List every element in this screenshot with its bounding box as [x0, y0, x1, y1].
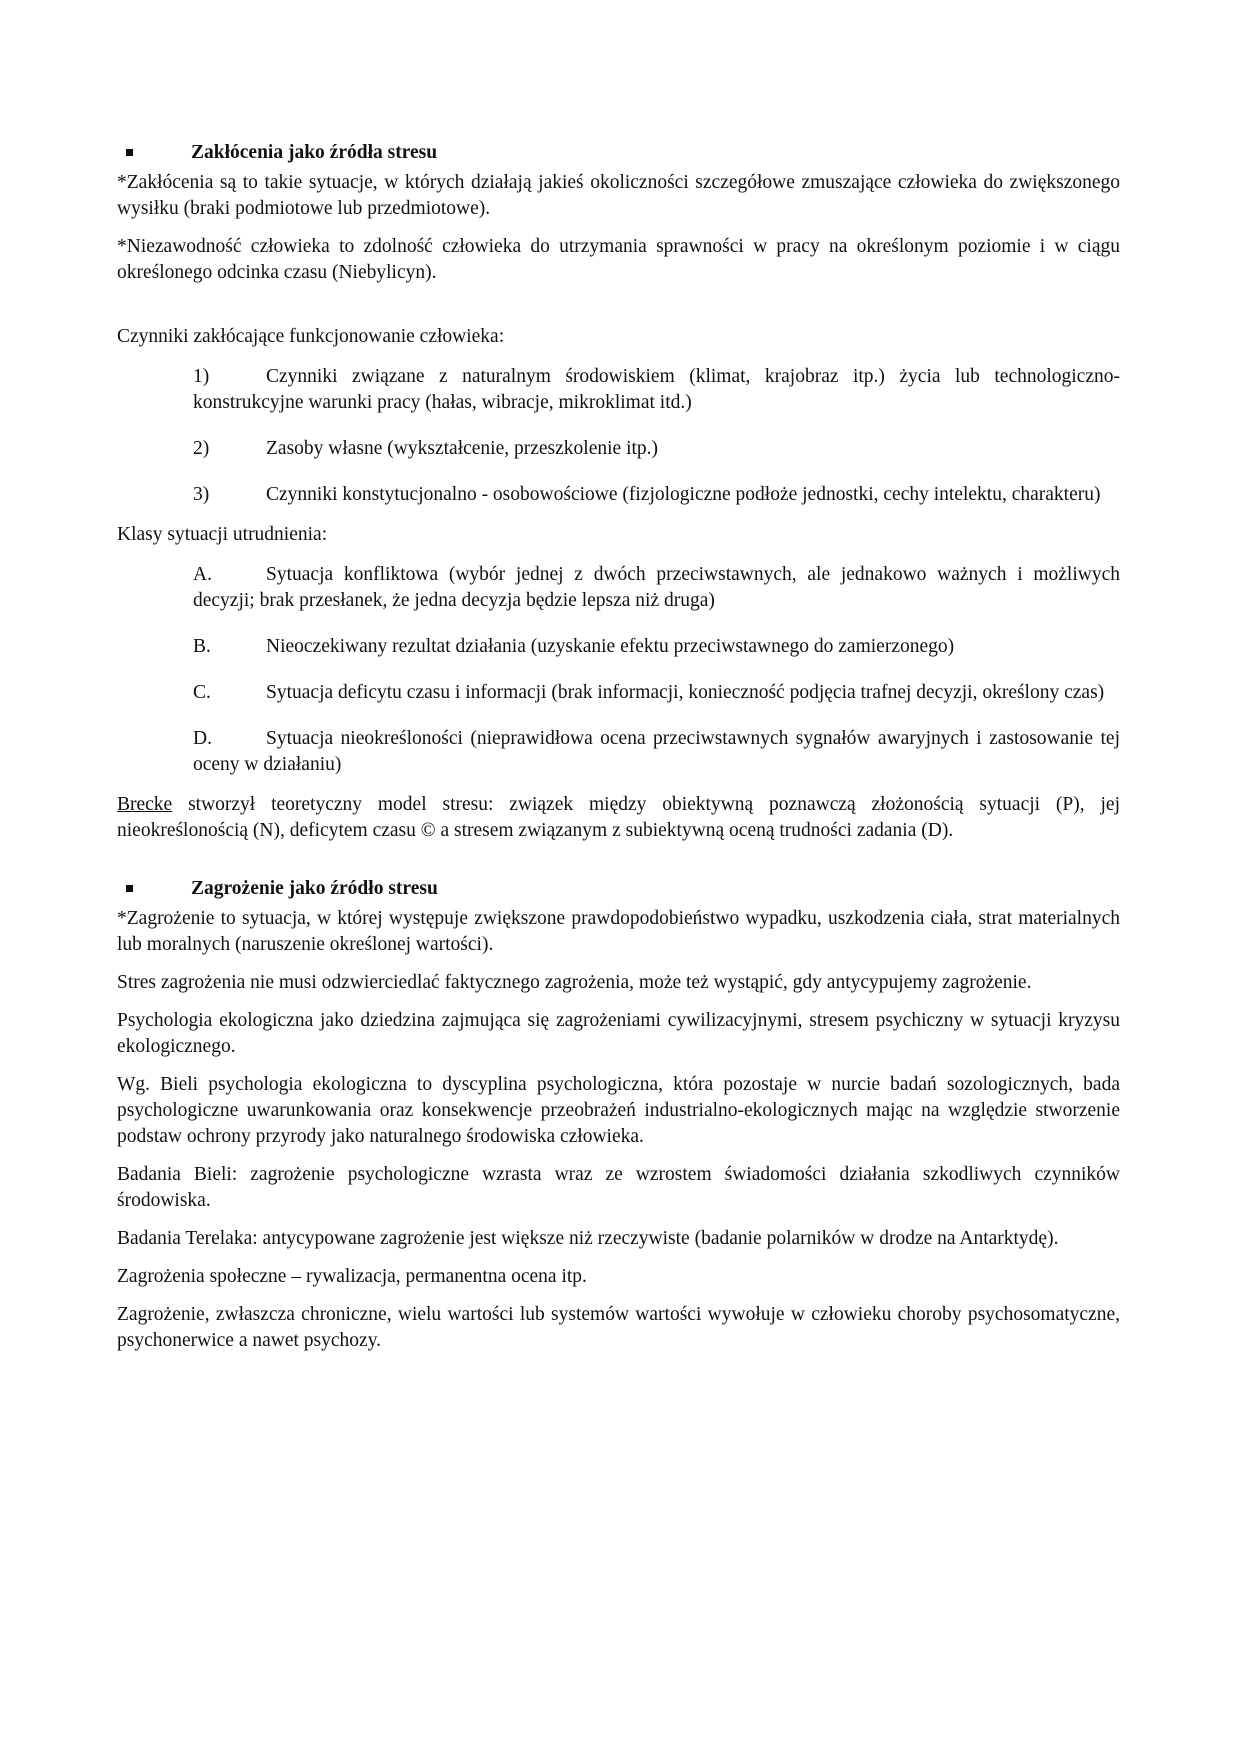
document-page [117, 140, 1120, 1366]
paragraph: Stres zagrożenia nie musi odzwierciedlać faktycznego zagrożenia, może też wystąpić, gdy antycypujemy zagrożenie. [117, 972, 1032, 993]
list-item-text: Sytuacja konfliktowa (wybór jednej z dwóch przeciwstawnych, ale jednakowo ważnych i możliwych decyzji; brak przesłanek, że jedna decyzja będzie lepsza niż druga) [193, 564, 1120, 611]
list-marker: 1) [193, 366, 210, 387]
brecke-name: Brecke [117, 794, 173, 815]
paragraph: Zagrożenie, zwłaszcza chroniczne, wielu wartości lub systemów wartości wywołuje w człowieku choroby psychosomatyczne, psychonerwice a nawet psychozy. [117, 1304, 1120, 1351]
list-item-text: Nieoczekiwany rezultat działania (uzyskanie efektu przeciwstawnego do zamierzonego) [266, 636, 955, 657]
list-item-text: Czynniki konstytucjonalno - osobowościowe (fizjologiczne podłoże jednostki, cechy intelektu, charakteru) [266, 484, 1101, 505]
heading-text: Zakłócenia jako źródła stresu [191, 142, 438, 163]
definition-reliability: *Niezawodność człowieka to zdolność człowieka do utrzymania sprawności w pracy na określonym poziomie i w ciągu określonego odcinka czasu (Niebylicyn). [117, 236, 1120, 283]
list-item-text: Sytuacja nieokreśloności (nieprawidłowa ocena przeciwstawnych sygnałów awaryjnych i zastosowanie tej oceny w działaniu) [193, 728, 1120, 775]
list-item [193, 436, 1120, 462]
list-marker: B. [193, 636, 211, 657]
spacer [117, 298, 1120, 324]
section-heading-disturbances [117, 140, 1120, 170]
list-item [193, 562, 1120, 614]
list-marker: 2) [193, 438, 210, 459]
list-marker: D. [193, 728, 212, 749]
heading-text: Zagrożenie jako źródło stresu [191, 878, 438, 899]
spacer [117, 856, 1120, 876]
factors-list [193, 364, 1120, 508]
list-item [193, 726, 1120, 778]
list-item [193, 680, 1120, 706]
factors-intro: Czynniki zakłócające funkcjonowanie człowieka: [117, 326, 505, 347]
paragraph: Wg. Bieli psychologia ekologiczna to dyscyplina psychologiczna, która pozostaje w nurcie badań sozologicznych, bada psychologiczne uwarunkowania oraz konsekwencje przeobrażeń industrialno-ekologicznych mając na względzie stworzenie podstaw ochrony przyrody jako naturalnego środowiska człowieka. [117, 1074, 1120, 1147]
list-item [193, 364, 1120, 416]
brecke-paragraph [117, 792, 1120, 844]
section-heading-threat [117, 876, 1120, 906]
paragraph: Psychologia ekologiczna jako dziedzina zajmująca się zagrożeniami cywilizacyjnymi, stresem psychiczny w sytuacji kryzysu ekologicznego. [117, 1010, 1120, 1057]
list-marker: C. [193, 682, 211, 703]
list-item-text: Sytuacja deficytu czasu i informacji (brak informacji, konieczność podjęcia trafnej decyzji, określony czas) [266, 682, 1105, 703]
paragraph: Badania Terelaka: antycypowane zagrożenie jest większe niż rzeczywiste (badanie polarników w drodze na Antarktydę). [117, 1228, 1059, 1249]
definition-disturbances: *Zakłócenia są to takie sytuacje, w których działają jakieś okoliczności szczegółowe zmuszające człowieka do zwiększonego wysiłku (braki podmiotowe lub przedmiotowe). [117, 172, 1120, 219]
list-item [193, 634, 1120, 660]
paragraph: Badania Bieli: zagrożenie psychologiczne wzrasta wraz ze wzrostem świadomości działania szkodliwych czynników środowiska. [117, 1164, 1120, 1211]
list-item-text: Zasoby własne (wykształcenie, przeszkolenie itp.) [266, 438, 659, 459]
paragraph: *Zagrożenie to sytuacja, w której występuje zwiększone prawdopodobieństwo wypadku, uszkodzenia ciała, strat materialnych lub moralnych (naruszenie określonej wartości). [117, 908, 1120, 955]
list-item [193, 482, 1120, 508]
list-item-text: Czynniki związane z naturalnym środowiskiem (klimat, krajobraz itp.) życia lub technologiczno- konstrukcyjne warunki pracy (hałas, wibracje, mikroklimat itd.) [193, 366, 1120, 413]
classes-intro: Klasy sytuacji utrudnienia: [117, 524, 328, 545]
classes-list [193, 562, 1120, 778]
list-marker: 3) [193, 484, 210, 505]
paragraph: Zagrożenia społeczne – rywalizacja, permanentna ocena itp. [117, 1266, 587, 1287]
square-bullet-icon [126, 885, 133, 892]
brecke-text: stworzył teoretyczny model stresu: związek między obiektywną poznawczą złożonością sytuacji (P), jej nieokreślonością (N), deficytem czasu © a stresem związanym z subiektywną oceną trudności zadania (D). [117, 794, 1120, 841]
square-bullet-icon [126, 149, 133, 156]
list-marker: A. [193, 564, 212, 585]
